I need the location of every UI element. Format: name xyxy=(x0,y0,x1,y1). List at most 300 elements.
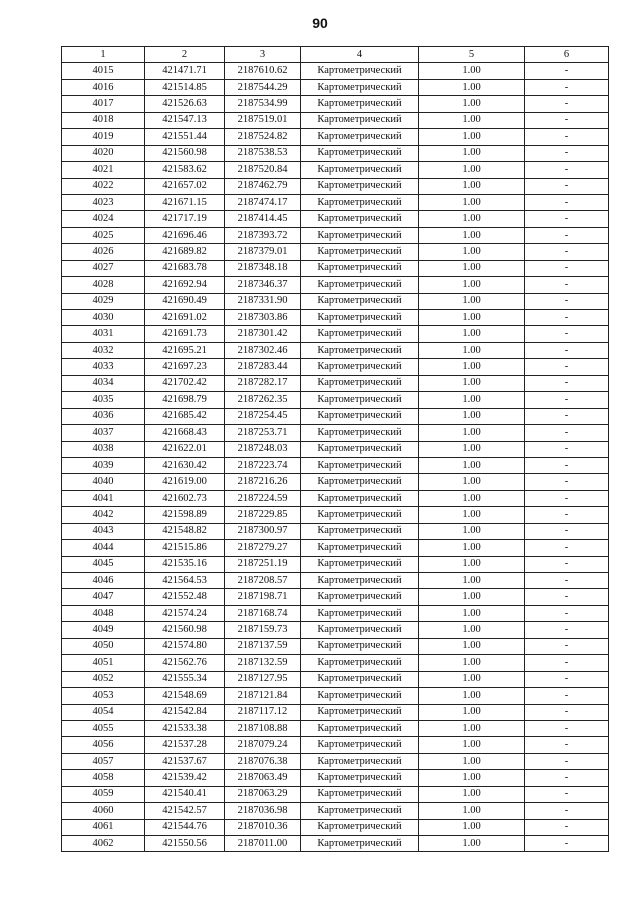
table-cell: Картометрический xyxy=(301,277,419,293)
table-cell: Картометрический xyxy=(301,836,419,852)
table-cell: 421630.42 xyxy=(145,457,225,473)
table-cell: 4049 xyxy=(62,622,145,638)
table-cell: 4047 xyxy=(62,589,145,605)
column-header: 3 xyxy=(225,47,301,63)
table-cell: 2187108.88 xyxy=(225,720,301,736)
table-cell: - xyxy=(525,622,609,638)
table-cell: 1.00 xyxy=(419,112,525,128)
table-cell: Картометрический xyxy=(301,211,419,227)
table-cell: 421695.21 xyxy=(145,342,225,358)
table-cell: 2187520.84 xyxy=(225,162,301,178)
table-cell: - xyxy=(525,770,609,786)
table-row xyxy=(62,441,609,457)
table-cell: 4057 xyxy=(62,753,145,769)
table-cell: 2187346.37 xyxy=(225,277,301,293)
table-cell: - xyxy=(525,162,609,178)
table-cell: - xyxy=(525,178,609,194)
table-cell: Картометрический xyxy=(301,540,419,556)
table-row xyxy=(62,310,609,326)
table-cell: 1.00 xyxy=(419,720,525,736)
table-cell: 1.00 xyxy=(419,293,525,309)
table-cell: 4058 xyxy=(62,770,145,786)
table-cell: - xyxy=(525,786,609,802)
table-cell: 4050 xyxy=(62,638,145,654)
table-cell: 421702.42 xyxy=(145,375,225,391)
table-cell: - xyxy=(525,753,609,769)
table-row xyxy=(62,622,609,638)
table-cell: - xyxy=(525,310,609,326)
table-cell: 1.00 xyxy=(419,638,525,654)
table-cell: 4015 xyxy=(62,63,145,79)
table-cell: 421619.00 xyxy=(145,474,225,490)
table-cell: - xyxy=(525,194,609,210)
table-cell: - xyxy=(525,605,609,621)
table-cell: - xyxy=(525,145,609,161)
table-cell: 4046 xyxy=(62,573,145,589)
table-cell: Картометрический xyxy=(301,96,419,112)
table-cell: 2187248.03 xyxy=(225,441,301,457)
table-row xyxy=(62,474,609,490)
table-cell: 421560.98 xyxy=(145,622,225,638)
table-row xyxy=(62,638,609,654)
table-cell: 1.00 xyxy=(419,770,525,786)
table-cell: 1.00 xyxy=(419,589,525,605)
table-row xyxy=(62,342,609,358)
table-cell: Картометрический xyxy=(301,112,419,128)
table-row xyxy=(62,277,609,293)
table-cell: - xyxy=(525,326,609,342)
table-row xyxy=(62,112,609,128)
table-cell: 1.00 xyxy=(419,704,525,720)
table-cell: 1.00 xyxy=(419,211,525,227)
table-cell: 421622.01 xyxy=(145,441,225,457)
table-cell: 2187301.42 xyxy=(225,326,301,342)
table-cell: 4022 xyxy=(62,178,145,194)
table-cell: 421544.76 xyxy=(145,819,225,835)
table-cell: 2187121.84 xyxy=(225,688,301,704)
table-cell: - xyxy=(525,227,609,243)
table-cell: 4023 xyxy=(62,194,145,210)
column-header: 1 xyxy=(62,47,145,63)
column-header: 5 xyxy=(419,47,525,63)
table-cell: Картометрический xyxy=(301,507,419,523)
table-cell: 4027 xyxy=(62,260,145,276)
table-cell: 421542.84 xyxy=(145,704,225,720)
table-cell: - xyxy=(525,589,609,605)
table-cell: 421542.57 xyxy=(145,803,225,819)
table-row xyxy=(62,211,609,227)
table-cell: 421689.82 xyxy=(145,244,225,260)
table-cell: 4034 xyxy=(62,375,145,391)
table-cell: 2187524.82 xyxy=(225,129,301,145)
table-cell: 421551.44 xyxy=(145,129,225,145)
table-cell: 1.00 xyxy=(419,655,525,671)
table-cell: 1.00 xyxy=(419,79,525,95)
table-cell: - xyxy=(525,507,609,523)
table-header xyxy=(62,47,609,63)
table-cell: 2187282.17 xyxy=(225,375,301,391)
table-cell: 2187224.59 xyxy=(225,490,301,506)
table-cell: - xyxy=(525,671,609,687)
table-cell: - xyxy=(525,359,609,375)
table-row xyxy=(62,720,609,736)
table-cell: 421555.34 xyxy=(145,671,225,687)
table-cell: 2187223.74 xyxy=(225,457,301,473)
table-cell: - xyxy=(525,540,609,556)
table-cell: 2187279.27 xyxy=(225,540,301,556)
table-cell: 2187168.74 xyxy=(225,605,301,621)
table-row xyxy=(62,63,609,79)
table-cell: Картометрический xyxy=(301,342,419,358)
table-cell: Картометрический xyxy=(301,326,419,342)
table-cell: - xyxy=(525,573,609,589)
table-cell: 1.00 xyxy=(419,162,525,178)
table-cell: Картометрический xyxy=(301,573,419,589)
table-cell: 1.00 xyxy=(419,507,525,523)
table-cell: 2187076.38 xyxy=(225,753,301,769)
table-cell: 2187010.36 xyxy=(225,819,301,835)
table-cell: 421564.53 xyxy=(145,573,225,589)
table-cell: Картометрический xyxy=(301,671,419,687)
table-cell: Картометрический xyxy=(301,244,419,260)
table-cell: 4019 xyxy=(62,129,145,145)
table-cell: 421533.38 xyxy=(145,720,225,736)
table-cell: 1.00 xyxy=(419,836,525,852)
table-cell: 1.00 xyxy=(419,63,525,79)
table-row xyxy=(62,293,609,309)
table-cell: Картометрический xyxy=(301,803,419,819)
table-cell: 4042 xyxy=(62,507,145,523)
table-cell: - xyxy=(525,293,609,309)
table-row xyxy=(62,507,609,523)
table-cell: 1.00 xyxy=(419,359,525,375)
table-cell: - xyxy=(525,655,609,671)
table-row xyxy=(62,704,609,720)
table-cell: 1.00 xyxy=(419,145,525,161)
table-cell: 4053 xyxy=(62,688,145,704)
table-row xyxy=(62,244,609,260)
table-body xyxy=(62,63,609,852)
table-cell: Картометрический xyxy=(301,441,419,457)
table-cell: 2187253.71 xyxy=(225,425,301,441)
table-cell: 421548.82 xyxy=(145,523,225,539)
table-cell: 4024 xyxy=(62,211,145,227)
table-cell: 421552.48 xyxy=(145,589,225,605)
table-cell: 1.00 xyxy=(419,425,525,441)
table-cell: Картометрический xyxy=(301,194,419,210)
table-cell: - xyxy=(525,79,609,95)
table-cell: Картометрический xyxy=(301,589,419,605)
table-cell: - xyxy=(525,112,609,128)
table-cell: 1.00 xyxy=(419,688,525,704)
table-cell: - xyxy=(525,523,609,539)
table-row xyxy=(62,737,609,753)
table-cell: 4061 xyxy=(62,819,145,835)
table-row xyxy=(62,770,609,786)
table-cell: Картометрический xyxy=(301,737,419,753)
table-row xyxy=(62,96,609,112)
table-cell: 1.00 xyxy=(419,540,525,556)
table-row xyxy=(62,194,609,210)
table-cell: Картометрический xyxy=(301,655,419,671)
table-cell: 2187063.29 xyxy=(225,786,301,802)
table-cell: 2187283.44 xyxy=(225,359,301,375)
table-row xyxy=(62,819,609,835)
table-row xyxy=(62,408,609,424)
table-cell: 4035 xyxy=(62,392,145,408)
table-row xyxy=(62,540,609,556)
table-cell: Картометрический xyxy=(301,392,419,408)
table-cell: - xyxy=(525,375,609,391)
table-cell: 421717.19 xyxy=(145,211,225,227)
table-cell: 2187137.59 xyxy=(225,638,301,654)
table-cell: - xyxy=(525,457,609,473)
table-cell: 4038 xyxy=(62,441,145,457)
table-cell: - xyxy=(525,556,609,572)
table-cell: Картометрический xyxy=(301,457,419,473)
table-cell: 2187610.62 xyxy=(225,63,301,79)
table-cell: 1.00 xyxy=(419,605,525,621)
table-cell: 2187251.19 xyxy=(225,556,301,572)
table-cell: Картометрический xyxy=(301,359,419,375)
table-cell: 421514.85 xyxy=(145,79,225,95)
table-cell: - xyxy=(525,425,609,441)
table-cell: 2187198.71 xyxy=(225,589,301,605)
table-cell: 2187474.17 xyxy=(225,194,301,210)
table-cell: 421562.76 xyxy=(145,655,225,671)
table-row xyxy=(62,523,609,539)
table-cell: 421548.69 xyxy=(145,688,225,704)
table-cell: 4016 xyxy=(62,79,145,95)
table-cell: 421535.16 xyxy=(145,556,225,572)
table-cell: Картометрический xyxy=(301,753,419,769)
table-cell: 2187036.98 xyxy=(225,803,301,819)
table-cell: 1.00 xyxy=(419,441,525,457)
table-cell: 421515.86 xyxy=(145,540,225,556)
table-cell: 2187379.01 xyxy=(225,244,301,260)
table-cell: 421602.73 xyxy=(145,490,225,506)
table-cell: Картометрический xyxy=(301,310,419,326)
table-cell: Картометрический xyxy=(301,293,419,309)
table-cell: 1.00 xyxy=(419,244,525,260)
table-cell: Картометрический xyxy=(301,622,419,638)
table-cell: 1.00 xyxy=(419,474,525,490)
table-row xyxy=(62,786,609,802)
table-cell: 4040 xyxy=(62,474,145,490)
table-row xyxy=(62,655,609,671)
table-cell: 1.00 xyxy=(419,375,525,391)
table-cell: 1.00 xyxy=(419,803,525,819)
table-cell: 4030 xyxy=(62,310,145,326)
table-cell: - xyxy=(525,63,609,79)
table-row xyxy=(62,326,609,342)
table-row xyxy=(62,145,609,161)
table-cell: 1.00 xyxy=(419,786,525,802)
table-cell: - xyxy=(525,704,609,720)
table-row xyxy=(62,79,609,95)
table-cell: 4021 xyxy=(62,162,145,178)
table-row xyxy=(62,671,609,687)
table-cell: 1.00 xyxy=(419,408,525,424)
table-cell: - xyxy=(525,836,609,852)
table-cell: 4045 xyxy=(62,556,145,572)
table-cell: Картометрический xyxy=(301,474,419,490)
table-cell: 4017 xyxy=(62,96,145,112)
table-cell: 4055 xyxy=(62,720,145,736)
table-cell: 4031 xyxy=(62,326,145,342)
table-cell: 421685.42 xyxy=(145,408,225,424)
table-cell: 421657.02 xyxy=(145,178,225,194)
table-cell: 421683.78 xyxy=(145,260,225,276)
table-cell: Картометрический xyxy=(301,425,419,441)
table-cell: 4032 xyxy=(62,342,145,358)
table-cell: 421537.28 xyxy=(145,737,225,753)
table-cell: 2187079.24 xyxy=(225,737,301,753)
table-cell: 421526.63 xyxy=(145,96,225,112)
table-cell: 2187117.12 xyxy=(225,704,301,720)
table-cell: Картометрический xyxy=(301,688,419,704)
table-row xyxy=(62,392,609,408)
column-header: 4 xyxy=(301,47,419,63)
table-cell: 4039 xyxy=(62,457,145,473)
table-cell: Картометрический xyxy=(301,63,419,79)
table-cell: Картометрический xyxy=(301,375,419,391)
table-cell: 2187534.99 xyxy=(225,96,301,112)
table-cell: - xyxy=(525,688,609,704)
table-cell: Картометрический xyxy=(301,786,419,802)
page-number: 90 xyxy=(312,15,328,31)
table-cell: 421560.98 xyxy=(145,145,225,161)
table-cell: 1.00 xyxy=(419,556,525,572)
table-cell: 2187331.90 xyxy=(225,293,301,309)
table-cell: 1.00 xyxy=(419,457,525,473)
table-cell: Картометрический xyxy=(301,819,419,835)
table-cell: - xyxy=(525,342,609,358)
table-cell: 1.00 xyxy=(419,737,525,753)
table-cell: 4060 xyxy=(62,803,145,819)
table-cell: 1.00 xyxy=(419,178,525,194)
table-cell: 4037 xyxy=(62,425,145,441)
table-cell: 4062 xyxy=(62,836,145,852)
table-row xyxy=(62,573,609,589)
table-cell: 4054 xyxy=(62,704,145,720)
table-cell: 2187348.18 xyxy=(225,260,301,276)
table-cell: 1.00 xyxy=(419,819,525,835)
table-cell: 1.00 xyxy=(419,753,525,769)
table-cell: 4028 xyxy=(62,277,145,293)
table-cell: 421691.73 xyxy=(145,326,225,342)
table-row xyxy=(62,375,609,391)
column-header: 6 xyxy=(525,47,609,63)
table-cell: 4041 xyxy=(62,490,145,506)
table-cell: 4043 xyxy=(62,523,145,539)
table-cell: 2187063.49 xyxy=(225,770,301,786)
table-cell: 4036 xyxy=(62,408,145,424)
table-cell: 2187414.45 xyxy=(225,211,301,227)
table-cell: Картометрический xyxy=(301,605,419,621)
table-cell: 421537.67 xyxy=(145,753,225,769)
table-cell: Картометрический xyxy=(301,145,419,161)
table-cell: 2187538.53 xyxy=(225,145,301,161)
table-cell: 421540.41 xyxy=(145,786,225,802)
table-cell: 1.00 xyxy=(419,326,525,342)
table-cell: 2187011.00 xyxy=(225,836,301,852)
table-row xyxy=(62,227,609,243)
table-cell: 421692.94 xyxy=(145,277,225,293)
table-cell: Картометрический xyxy=(301,770,419,786)
table-cell: 421697.23 xyxy=(145,359,225,375)
table-cell: - xyxy=(525,129,609,145)
table-cell: 2187300.97 xyxy=(225,523,301,539)
table-cell: 421547.13 xyxy=(145,112,225,128)
table-cell: 2187127.95 xyxy=(225,671,301,687)
table-cell: 4044 xyxy=(62,540,145,556)
table-cell: - xyxy=(525,737,609,753)
table-cell: - xyxy=(525,474,609,490)
table-cell: 2187208.57 xyxy=(225,573,301,589)
table-cell: 421550.56 xyxy=(145,836,225,852)
table-row xyxy=(62,589,609,605)
table-cell: - xyxy=(525,96,609,112)
table-cell: Картометрический xyxy=(301,704,419,720)
table-cell: 4025 xyxy=(62,227,145,243)
table-cell: 2187544.29 xyxy=(225,79,301,95)
table-cell: 4059 xyxy=(62,786,145,802)
table-cell: 2187229.85 xyxy=(225,507,301,523)
table-cell: Картометрический xyxy=(301,178,419,194)
coordinates-table xyxy=(61,46,609,852)
table-row xyxy=(62,457,609,473)
table-cell: 1.00 xyxy=(419,194,525,210)
table-cell: 421696.46 xyxy=(145,227,225,243)
table-cell: - xyxy=(525,819,609,835)
column-header: 2 xyxy=(145,47,225,63)
table-cell: - xyxy=(525,803,609,819)
table-row xyxy=(62,260,609,276)
table-cell: - xyxy=(525,392,609,408)
table-cell: 421598.89 xyxy=(145,507,225,523)
table-cell: 4026 xyxy=(62,244,145,260)
table-row xyxy=(62,425,609,441)
table-cell: 4033 xyxy=(62,359,145,375)
table-cell: 4020 xyxy=(62,145,145,161)
table-cell: - xyxy=(525,441,609,457)
table-row xyxy=(62,162,609,178)
table-cell: 1.00 xyxy=(419,96,525,112)
table-cell: 2187462.79 xyxy=(225,178,301,194)
table-cell: 2187262.35 xyxy=(225,392,301,408)
table-cell: 1.00 xyxy=(419,490,525,506)
table-row xyxy=(62,359,609,375)
table-cell: 421574.80 xyxy=(145,638,225,654)
table-cell: 4018 xyxy=(62,112,145,128)
table-cell: Картометрический xyxy=(301,408,419,424)
table-cell: 4056 xyxy=(62,737,145,753)
table-row xyxy=(62,490,609,506)
table-cell: - xyxy=(525,211,609,227)
header-row xyxy=(62,47,609,63)
table-cell: Картометрический xyxy=(301,162,419,178)
table-cell: - xyxy=(525,638,609,654)
table-cell: 2187159.73 xyxy=(225,622,301,638)
table-cell: 1.00 xyxy=(419,671,525,687)
table-cell: - xyxy=(525,277,609,293)
table-cell: - xyxy=(525,260,609,276)
table-cell: Картометрический xyxy=(301,490,419,506)
table-row xyxy=(62,129,609,145)
table-cell: - xyxy=(525,408,609,424)
table-row xyxy=(62,605,609,621)
